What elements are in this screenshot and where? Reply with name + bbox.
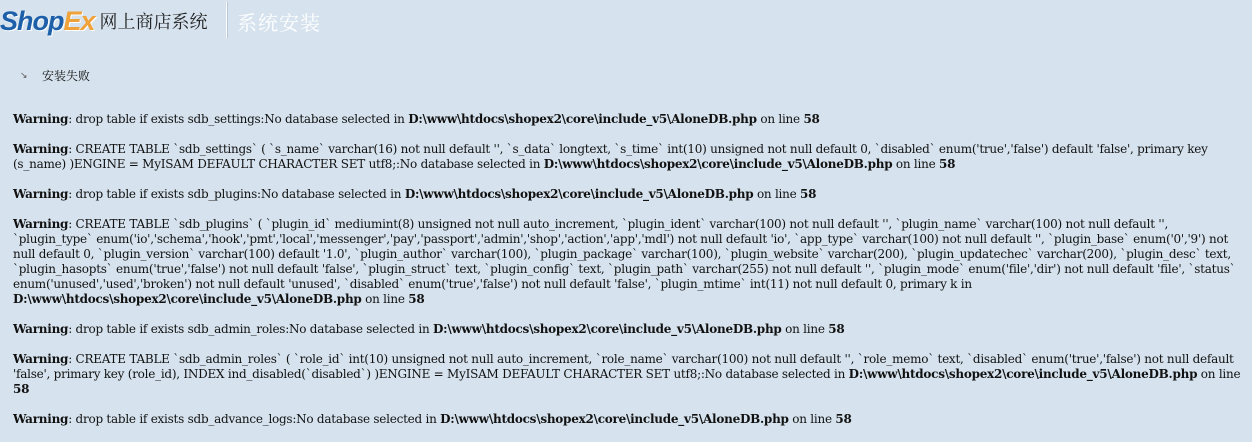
- warning-text: : CREATE TABLE `sdb_plugins` ( `plugin_id` mediumint(8) unsigned not null auto_increment, `plugin_ident` varchar(100) not null default '', `plugin_name` varchar(100) not null default '', `plugin_type` enum('io','schema','hook','pmt','local','messenger','pay','passport','admin','shop','action','app','mdl') not null default 'io', `app_type` varchar(100) not null default '', `plugin_base` enum('0','9') not null default 0, `plugin_version` varchar(100) default '1.0', `plugin_author` varchar(100), `plugin_package` varchar(100), `plugin_website` varchar(200), `plugin_updatechec` varchar(200), `plugin_desc` text, `plugin_hasopts` enum('true','false') not null default 'false', `plugin_struct` text, `plugin_config` text, `plugin_path` varchar(255) not null default '', `plugin_mode` enum('file','dir') not null default 'file', `status` enum('unused','used','broken') not null default 'unused', `disabled` enum('true','false') not null default 'false', `plugin_mtime` int(11) not null default 0, primary k in: [13, 217, 1236, 291]
- warning-file-path: D:\www\htdocs\shopex2\core\include_v5\AloneDB.php: [433, 322, 782, 336]
- header-divider: [226, 2, 227, 38]
- warning-message: [13, 142, 1249, 172]
- install-status: [20, 67, 90, 84]
- warning-label: Warning: [13, 412, 69, 426]
- warning-on-line: on line: [753, 187, 801, 201]
- warning-file-path: D:\www\htdocs\shopex2\core\include_v5\AloneDB.php: [543, 157, 893, 171]
- warning-text: : CREATE TABLE `sdb_settings` ( `s_name` varchar(16) not null default '', `s_data` longtext, `s_time` int(10) unsigned not null default 0, `disabled` enum('true','false') default 'false', primary key (s_name) )ENGINE = MyISAM DEFAULT CHARACTER SET utf8;:No database selected in: [13, 142, 1208, 171]
- warning-line-number: 58: [835, 412, 852, 426]
- warning-line-number: 58: [408, 292, 425, 306]
- warning-file-path: D:\www\htdocs\shopex2\core\include_v5\AloneDB.php: [848, 367, 1198, 381]
- warning-label: Warning: [13, 187, 69, 201]
- warning-message: [13, 187, 1249, 202]
- warning-label: Warning: [13, 217, 69, 231]
- warning-on-line: on line: [1197, 367, 1241, 381]
- warning-label: Warning: [13, 352, 69, 366]
- warning-message: [13, 112, 1249, 127]
- warning-message: [13, 322, 1249, 337]
- warning-line-number: 58: [939, 157, 956, 171]
- warning-text: : drop table if exists sdb_plugins:No database selected in: [68, 187, 405, 201]
- warning-file-path: D:\www\htdocs\shopex2\core\include_v5\AloneDB.php: [404, 187, 754, 201]
- warning-on-line: on line: [892, 157, 939, 171]
- warning-text: : drop table if exists sdb_advance_logs:No database selected in: [68, 412, 441, 426]
- warning-on-line: on line: [781, 322, 829, 336]
- warning-file-path: D:\www\htdocs\shopex2\core\include_v5\AloneDB.php: [440, 412, 789, 426]
- warning-text: : drop table if exists sdb_settings:No database selected in: [68, 112, 409, 126]
- warning-label: Warning: [13, 322, 69, 336]
- warning-on-line: on line: [361, 292, 409, 306]
- warning-on-line: on line: [788, 412, 836, 426]
- page-title: 系统安装: [237, 11, 321, 35]
- warning-on-line: on line: [756, 112, 804, 126]
- logo-subtitle: 网上商店系统: [99, 12, 208, 33]
- warning-line-number: 58: [800, 187, 817, 201]
- shopex-logo[interactable]: [0, 2, 208, 40]
- arrow-icon: ↘: [20, 70, 28, 81]
- warning-text: : CREATE TABLE `sdb_admin_roles` ( `role_id` int(10) unsigned not null auto_increment, `role_name` varchar(100) not null default '', `role_memo` text, `disabled` enum('true','false') not null default 'false', primary key (role_id), INDEX ind_disabled(`disabled`) )ENGINE = MyISAM DEFAULT CHARACTER SET utf8;:No database selected in: [13, 352, 1234, 381]
- warning-line-number: 58: [13, 382, 30, 396]
- logo-shop-text: Shop: [0, 5, 64, 36]
- warning-line-number: 58: [828, 322, 845, 336]
- warning-file-path: D:\www\htdocs\shopex2\core\include_v5\AloneDB.php: [13, 292, 362, 306]
- warning-message: [13, 412, 1249, 427]
- warning-message: [13, 352, 1249, 397]
- status-text: 安装失败: [42, 69, 91, 83]
- warning-list: [13, 112, 1249, 442]
- warning-message: [13, 217, 1249, 307]
- warning-file-path: D:\www\htdocs\shopex2\core\include_v5\AloneDB.php: [408, 112, 757, 126]
- logo-ex-text: Ex: [63, 5, 95, 36]
- warning-line-number: 58: [803, 112, 820, 126]
- header: [0, 0, 1252, 42]
- warning-label: Warning: [13, 142, 69, 156]
- warning-label: Warning: [13, 112, 69, 126]
- warning-text: : drop table if exists sdb_admin_roles:No database selected in: [68, 322, 433, 336]
